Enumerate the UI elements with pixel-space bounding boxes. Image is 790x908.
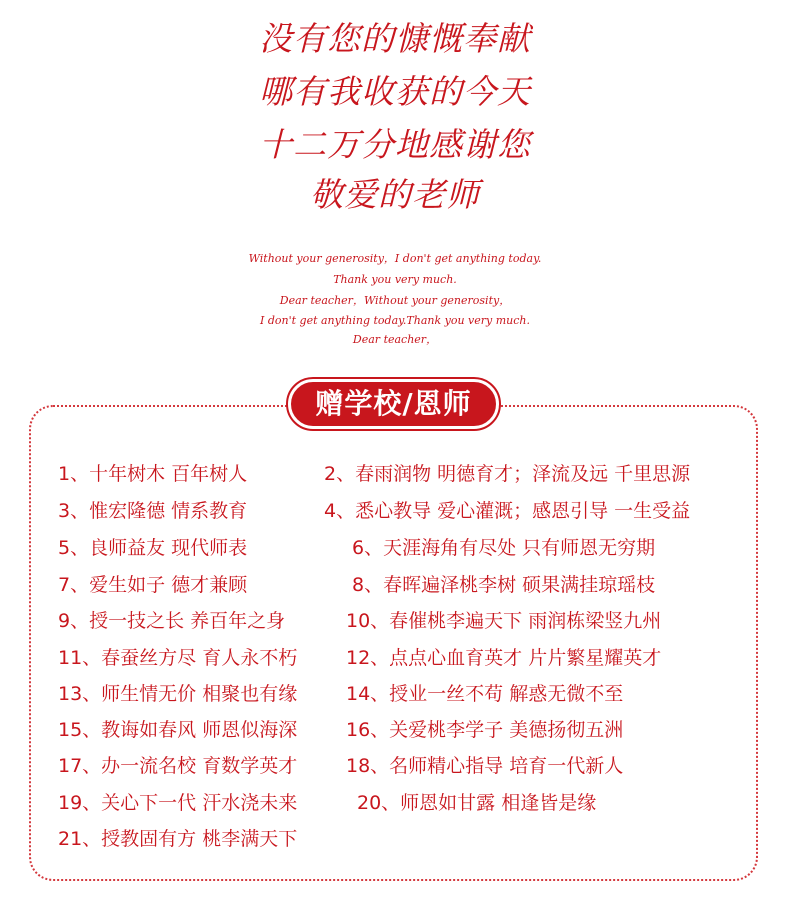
- phrase-item-18: 18、名师精心指导 培育一代新人: [346, 755, 624, 777]
- phrase-item-7: 7、爱生如子 德才兼顾: [58, 574, 248, 596]
- phrase-item-9: 9、授一技之长 养百年之身: [58, 610, 286, 632]
- phrase-item-1: 1、十年树木 百年树人: [58, 463, 248, 485]
- headline-line-3: 十二万分地感谢您: [259, 125, 531, 164]
- phrase-item-11: 11、春蚕丝方尽 育人永不朽: [58, 647, 298, 669]
- phrase-item-17: 17、办一流名校 育数学英才: [58, 755, 298, 777]
- section-title-badge: 赠学校/恩师: [288, 379, 499, 429]
- headline-line-4: 敬爱的老师: [310, 175, 480, 214]
- phrase-item-19: 19、关心下一代 汗水浇未来: [58, 792, 298, 814]
- english-line-4: I don't get anything today.Thank you very much.: [260, 314, 530, 327]
- english-line-2: Thank you very much.: [333, 273, 457, 286]
- english-line-1: Without your generosity，I don't get anything today.: [248, 252, 542, 265]
- phrase-item-4: 4、悉心教导 爱心灌溉；感恩引导 一生受益: [324, 500, 691, 522]
- headline-line-1: 没有您的慷慨奉献: [259, 19, 531, 58]
- english-line-5: Dear teacher，: [352, 333, 438, 346]
- phrase-item-21: 21、授教固有方 桃李满天下: [58, 828, 298, 850]
- phrase-item-3: 3、惟宏隆德 情系教育: [58, 500, 248, 522]
- phrase-item-16: 16、关爱桃李学子 美德扬彻五洲: [346, 719, 624, 741]
- phrase-item-6: 6、天涯海角有尽处 只有师恩无穷期: [352, 537, 656, 559]
- phrase-item-2: 2、春雨润物 明德育才；泽流及远 千里思源: [324, 463, 691, 485]
- phrase-item-15: 15、教诲如春风 师恩似海深: [58, 719, 298, 741]
- phrase-item-8: 8、春晖遍泽桃李树 硕果满挂琼瑶枝: [352, 574, 656, 596]
- phrase-item-12: 12、点点心血育英才 片片繁星耀英才: [346, 647, 662, 669]
- headline-line-2: 哪有我收获的今天: [259, 72, 531, 111]
- phrase-item-20: 20、师恩如甘露 相逢皆是缘: [357, 792, 597, 814]
- english-line-3: Dear teacher，Without your generosity，: [279, 294, 511, 307]
- phrase-item-13: 13、师生情无价 相聚也有缘: [58, 683, 298, 705]
- phrase-item-14: 14、授业一丝不苟 解惑无微不至: [346, 683, 624, 705]
- phrase-item-10: 10、春催桃李遍天下 雨润栋梁竖九州: [346, 610, 662, 632]
- phrase-item-5: 5、良师益友 现代师表: [58, 537, 248, 559]
